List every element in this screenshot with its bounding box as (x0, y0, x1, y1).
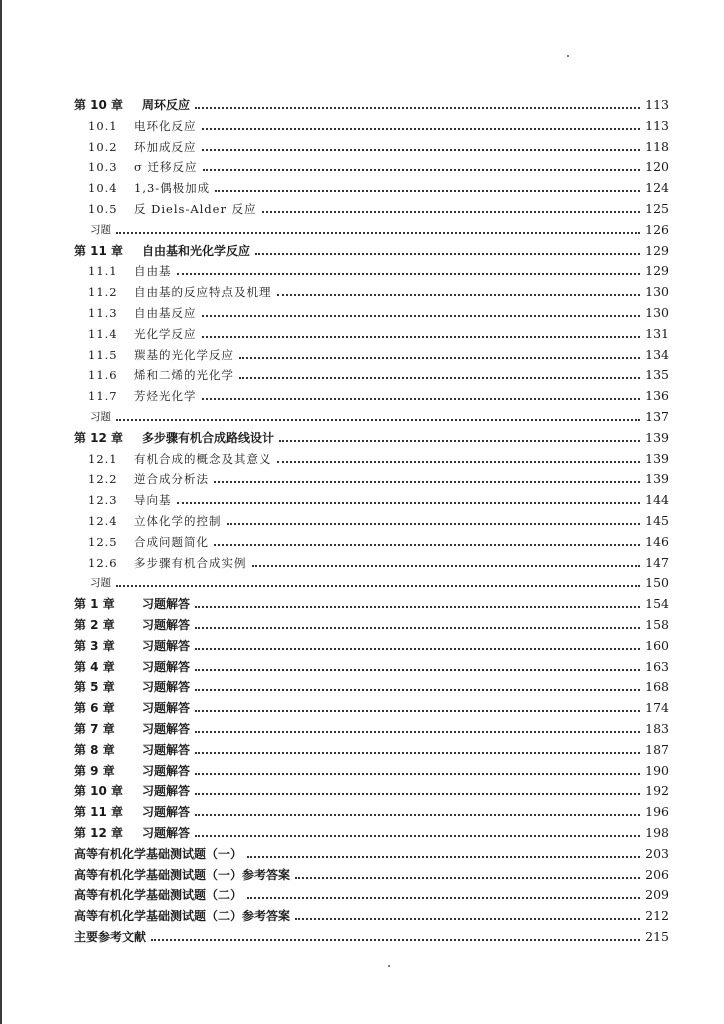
toc-chapter-entry (74, 612, 669, 632)
toc-section-entry (88, 196, 669, 216)
toc-entry-page-number: 125 (645, 201, 669, 216)
toc-entry-title: 有机合成的概念及其意义 (134, 451, 272, 466)
toc-entry-page-number: 154 (645, 596, 669, 612)
dot-leader (262, 211, 641, 213)
toc-entry-title: 电环化反应 (134, 118, 197, 133)
dot-leader (195, 669, 640, 671)
toc-chapter-entry (74, 924, 669, 944)
toc-entry-page-number: 124 (645, 180, 669, 196)
toc-entry-title: 羰基的光化学反应 (134, 347, 234, 362)
page-edge (0, 0, 2, 1024)
toc-entry-page-number: 145 (645, 513, 669, 528)
toc-entry-title: 自由基的反应特点及机理 (134, 285, 272, 300)
toc-entry-page-number: 196 (645, 804, 669, 820)
toc-chapter-entry (74, 92, 669, 112)
toc-exercise-entry (90, 217, 669, 237)
toc-section-entry (88, 113, 669, 133)
toc-entry-page-number: 135 (645, 367, 669, 383)
toc-entry-title: 习题解答 (142, 680, 191, 695)
dot-leader (202, 336, 641, 338)
dot-leader (295, 918, 640, 920)
toc-entry-page-number: 198 (645, 825, 669, 840)
toc-chapter-entry (74, 862, 669, 882)
toc-exercise-entry (90, 404, 669, 424)
toc-entry-number: 第 11 章 (74, 243, 124, 258)
toc-entry-number: 第 4 章 (74, 659, 115, 674)
dot-leader (277, 294, 641, 296)
toc-entry-page-number: 187 (645, 741, 669, 757)
dot-leader (295, 877, 640, 879)
toc-entry-number: 11.6 (88, 368, 118, 383)
toc-entry-title: 习题解答 (142, 784, 191, 799)
toc-entry-page-number: 139 (645, 429, 669, 445)
toc-entry-number: 12.5 (88, 534, 118, 549)
toc-entry-page-number: 139 (645, 450, 669, 466)
toc-entry-page-number: 150 (645, 575, 669, 591)
toc-section-entry (88, 321, 669, 341)
dot-leader (151, 939, 640, 941)
toc-entry-page-number: 146 (645, 533, 669, 549)
toc-entry-page-number: 209 (645, 887, 669, 903)
toc-entry-title: 习题解答 (142, 722, 191, 736)
toc-entry-title: 主要参考文献 (74, 930, 147, 944)
dot-leader (195, 814, 640, 816)
toc-entry-title: 周环反应 (142, 98, 191, 112)
toc-entry-number: 10.4 (88, 181, 118, 196)
toc-entry-page-number: 158 (645, 617, 669, 632)
dot-leader (277, 461, 641, 463)
dot-leader (202, 149, 641, 151)
toc-entry-page-number: 113 (645, 97, 669, 112)
toc-entry-number: 第 12 章 (74, 430, 124, 445)
toc-entry-number: 第 9 章 (74, 763, 115, 778)
toc-entry-number: 12.6 (88, 555, 118, 570)
toc-entry-number: 第 10 章 (74, 98, 124, 112)
toc-entry-title: 多步骤有机合成路线设计 (142, 430, 275, 445)
toc-entry-page-number: 163 (645, 658, 669, 674)
scan-speck (388, 965, 390, 967)
toc-chapter-entry (74, 654, 669, 674)
dot-leader (116, 419, 640, 421)
toc-section-entry (88, 487, 669, 507)
toc-entry-number: 第 5 章 (74, 680, 115, 695)
toc-entry-page-number: 174 (645, 700, 669, 716)
toc-entry-number: 第 11 章 (74, 805, 124, 820)
toc-entry-number: 10.2 (88, 139, 118, 154)
toc-section-entry (88, 383, 669, 403)
dot-leader (195, 689, 640, 691)
toc-entry-number: 12.2 (88, 472, 118, 487)
toc-section-entry (88, 279, 669, 299)
toc-section-entry (88, 134, 669, 154)
toc-entry-number: 第 10 章 (74, 784, 124, 799)
toc-section-entry (88, 258, 669, 278)
toc-chapter-entry (74, 841, 669, 861)
toc-entry-page-number: 215 (645, 929, 669, 944)
toc-section-entry (88, 342, 669, 362)
toc-entry-number: 11.5 (88, 347, 118, 362)
toc-entry-page-number: 126 (645, 221, 669, 237)
toc-chapter-entry (74, 820, 669, 840)
toc-entry-page-number: 168 (645, 679, 669, 695)
toc-chapter-entry (74, 674, 669, 694)
toc-chapter-entry (74, 882, 669, 902)
toc-section-entry (88, 466, 669, 486)
toc-entry-page-number: 129 (645, 263, 669, 279)
dot-leader (239, 357, 640, 359)
dot-leader (116, 585, 640, 587)
toc-entry-page-number: 190 (645, 762, 669, 778)
toc-entry-page-number: 130 (645, 305, 669, 320)
toc-entry-title: 光化学反应 (134, 326, 197, 341)
toc-chapter-entry (74, 716, 669, 736)
toc-entry-title: 环加成反应 (134, 139, 197, 154)
toc-entry-number: 第 2 章 (74, 618, 115, 632)
toc-entry-title: 习题 (90, 411, 111, 423)
toc-section-entry (88, 300, 669, 320)
toc-entry-number: 第 12 章 (74, 826, 124, 840)
dot-leader (252, 565, 641, 567)
toc-entry-title: 高等有机化学基础测试题（二）参考答案 (74, 909, 291, 924)
toc-entry-title: 反 Diels-Alder 反应 (134, 202, 257, 216)
toc-entry-title: 习题解答 (142, 638, 191, 653)
toc-entry-title: 习题解答 (142, 597, 191, 612)
toc-entry-number: 第 3 章 (74, 638, 115, 653)
toc-entry-number: 第 6 章 (74, 701, 115, 716)
dot-leader (195, 752, 640, 754)
toc-section-entry (88, 446, 669, 466)
toc-chapter-entry (74, 425, 669, 445)
dot-leader (227, 523, 641, 525)
toc-section-entry (88, 175, 669, 195)
toc-entry-page-number: 212 (645, 908, 669, 924)
toc-entry-number: 第 7 章 (74, 722, 115, 736)
toc-entry-number: 12.4 (88, 514, 118, 528)
toc-entry-title: 习题解答 (142, 805, 191, 820)
toc-entry-title: σ 迁移反应 (134, 160, 198, 175)
scan-speck (567, 55, 569, 57)
toc-entry-title: 习题解答 (142, 701, 191, 716)
dot-leader (202, 315, 641, 317)
toc-section-entry (88, 154, 669, 174)
toc-entry-page-number: 144 (645, 492, 669, 508)
toc-entry-page-number: 134 (645, 346, 669, 362)
toc-entry-number: 10.1 (88, 118, 118, 133)
toc-entry-title: 习题 (90, 223, 111, 236)
dot-leader (203, 169, 641, 171)
toc-entry-page-number: 113 (645, 117, 669, 133)
toc-section-entry (88, 529, 669, 549)
toc-entry-title: 立体化学的控制 (134, 514, 222, 528)
dot-leader (195, 648, 640, 650)
toc-entry-number: 11.4 (88, 326, 118, 341)
toc-chapter-entry (74, 903, 669, 923)
toc-entry-title: 习题解答 (142, 618, 191, 632)
toc-entry-page-number: 192 (645, 783, 669, 799)
toc-entry-number: 12.3 (88, 493, 118, 508)
toc-entry-page-number: 160 (645, 637, 669, 653)
toc-entry-page-number: 206 (645, 866, 669, 882)
dot-leader (279, 440, 640, 442)
dot-leader (195, 627, 640, 629)
toc-entry-page-number: 120 (645, 159, 669, 175)
dot-leader (195, 731, 640, 733)
toc-chapter-entry (74, 695, 669, 715)
toc-entry-title: 习题解答 (142, 763, 191, 778)
dot-leader (214, 481, 640, 483)
toc-entry-title: 自由基反应 (134, 306, 197, 320)
toc-entry-page-number: 203 (645, 845, 669, 861)
toc-entry-title: 烯和二烯的光化学 (134, 368, 234, 383)
toc-entry-title: 习题解答 (142, 826, 191, 840)
toc-entry-page-number: 136 (645, 388, 669, 404)
toc-entry-title: 自由基 (134, 264, 172, 279)
toc-entry-page-number: 131 (645, 325, 669, 341)
toc-entry-title: 习题 (90, 577, 111, 590)
toc-entry-title: 导向基 (134, 493, 172, 508)
toc-section-entry (88, 508, 669, 528)
dot-leader (202, 398, 641, 400)
toc-entry-title: 合成问题简化 (134, 534, 209, 549)
toc-entry-number: 第 8 章 (74, 742, 115, 757)
dot-leader (247, 856, 640, 858)
toc-section-entry (88, 550, 669, 570)
toc-entry-page-number: 139 (645, 471, 669, 487)
toc-chapter-entry (74, 758, 669, 778)
dot-leader (247, 897, 640, 899)
toc-entry-title: 习题解答 (142, 659, 191, 674)
dot-leader (195, 773, 640, 775)
toc-entry-number: 第 1 章 (74, 597, 115, 612)
toc-entry-title: 多步骤有机合成实例 (134, 555, 247, 570)
toc-entry-number: 12.1 (88, 451, 118, 466)
toc-entry-number: 11.1 (88, 264, 118, 279)
dot-leader (195, 710, 640, 712)
dot-leader (202, 128, 641, 130)
toc-chapter-entry (74, 737, 669, 757)
toc-entry-page-number: 137 (645, 409, 669, 424)
toc-entry-page-number: 147 (645, 554, 669, 570)
toc-entry-title: 自由基和光化学反应 (142, 243, 251, 258)
dot-leader (195, 107, 640, 109)
dot-leader (214, 544, 640, 546)
dot-leader (177, 502, 641, 504)
toc-chapter-entry (74, 799, 669, 819)
toc-chapter-entry (74, 633, 669, 653)
toc-entry-number: 11.2 (88, 285, 118, 300)
toc-chapter-entry (74, 778, 669, 798)
toc-chapter-entry (74, 238, 669, 258)
toc-entry-title: 1,3-偶极加成 (134, 181, 211, 196)
toc-entry-page-number: 129 (645, 242, 669, 258)
dot-leader (239, 377, 640, 379)
dot-leader (255, 253, 640, 255)
dot-leader (195, 793, 640, 795)
toc-entry-number: 11.7 (88, 389, 118, 404)
toc-entry-page-number: 118 (645, 138, 669, 154)
toc-exercise-entry (90, 570, 669, 590)
toc-entry-number: 10.5 (88, 202, 118, 216)
toc-entry-page-number: 130 (645, 284, 669, 300)
dot-leader (195, 835, 640, 837)
toc-chapter-entry (74, 591, 669, 611)
toc-entry-title: 习题解答 (142, 742, 191, 757)
toc-section-entry (88, 362, 669, 382)
toc-entry-number: 10.3 (88, 160, 118, 175)
dot-leader (195, 606, 640, 608)
toc-entry-title: 高等有机化学基础测试题（一）参考答案 (74, 867, 291, 882)
toc-entry-title: 芳烃光化学 (134, 389, 197, 404)
dot-leader (215, 190, 640, 192)
toc-entry-title: 高等有机化学基础测试题（二） (74, 888, 243, 903)
toc-entry-number: 11.3 (88, 306, 118, 320)
dot-leader (116, 232, 640, 234)
dot-leader (177, 273, 641, 275)
toc-entry-title: 逆合成分析法 (134, 472, 209, 487)
toc-entry-page-number: 183 (645, 721, 669, 736)
toc-entry-title: 高等有机化学基础测试题（一） (74, 846, 243, 861)
